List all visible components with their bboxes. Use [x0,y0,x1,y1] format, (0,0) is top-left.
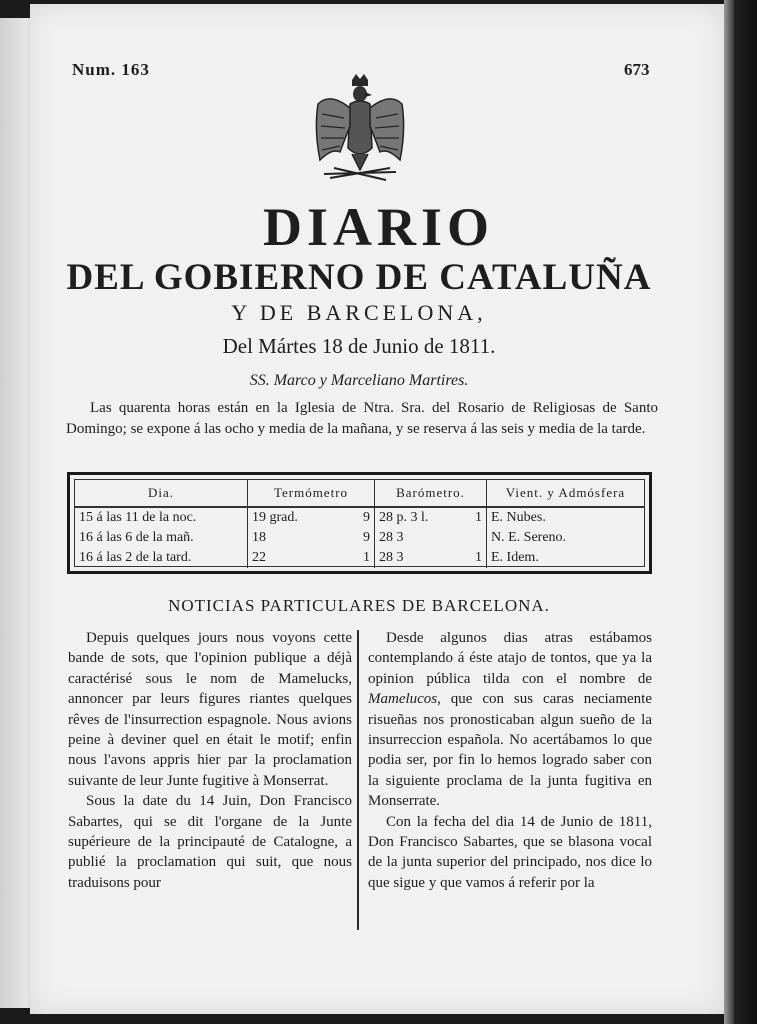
church-notice: Las quarenta horas están en la Iglesia de Ntra. Sra. del Rosario de Religiosas de Santo Domingo; se expone á las ocho y media de la mañana, y se reserva á las seis y media de la tarde. [66,400,658,437]
french-column [68,628,352,893]
wind-cell: E. Idem. [487,548,645,568]
column-header: Termómetro [248,480,375,507]
day-cell: 16 á las 2 de la tard. [79,550,192,565]
spanish-column [368,628,652,893]
column-divider [357,630,359,930]
section-heading: NOTICIAS PARTICULARES DE BARCELONA. [168,596,550,615]
spanish-paragraph: Con la fecha del dia 14 de Junio de 1811, Don Francisco Sabartes, que se blasona vocal de la junta superior del principado, nos dice lo que sigue y que vamos á referir por la [368,813,652,891]
issue-date: Del Mártes 18 de Junio de 1811. [222,334,496,358]
column-header: Vient. y Admósfera [487,480,645,507]
masthead-title: DIARIO [262,197,495,257]
barometer-cell: 28 p. 3 l. 1 [375,507,487,528]
thermometer-cell: 18 9 [248,528,375,548]
wind-cell: N. E. Sereno. [487,528,645,548]
right-page-edge [724,0,757,1024]
weather-table [67,472,652,574]
thermometer-cell: 19 grad. 9 [248,507,375,528]
day-cell: 16 á las 6 de la mañ. [79,530,194,545]
thermometer-cell: 22 1 [248,548,375,568]
table-row [75,507,644,528]
wind-cell: E. Nubes. [487,507,645,528]
eagle-emblem-icon [310,70,410,190]
table-row [75,548,644,568]
masthead-city: Y DE BARCELONA, [231,300,487,325]
masthead-subtitle: DEL GOBIERNO DE CATALUÑA [66,257,652,298]
weather-header-row [75,480,644,507]
column-header: Dia. [75,480,248,507]
table-row [75,528,644,548]
page-number: 673 [624,60,650,79]
barometer-cell: 28 3 [375,528,487,548]
barometer-cell: 28 3 1 [375,548,487,568]
saints-of-day: SS. Marco y Marceliano Martires. [249,372,469,389]
spanish-paragraph: Desde algunos dias atras estábamos contemplando á éste atajo de tontos, que ya la opinion pública tilda con el nombre de Mamelucos, que con sus caras neciamente risueñas nos pronosticaban algun sueño de la insurreccion española. No acertábamos lo que podia ser, por fin lo hemos logrado saber con la siguiente proclama de la junta fugitiva en Monserrate. [368,630,652,810]
french-paragraph: Sous la date du 14 Juin, Don Francisco Sabartes, qui se dit l'organe de la Junte supérieure de la principauté de Catalogne, a publié la proclamation qui suit, que nous traduisons pour [68,793,352,891]
column-header: Barómetro. [375,480,487,507]
issue-number: Num. 163 [72,60,150,79]
french-paragraph: Depuis quelques jours nous voyons cette bande de sots, que l'opinion publique a déjà caractérisé sous le nom de Mamelucks, annoncer par leurs figures riantes quelques rêves de l'insurrection espagnole. Nous avions peine à deviner quel en était le motif; enfin nous l'avons appris hier par la proclamation suivante de leur Junte fugitive à Monserrat. [68,630,352,789]
day-cell: 15 á las 11 de la noc. [79,510,197,525]
